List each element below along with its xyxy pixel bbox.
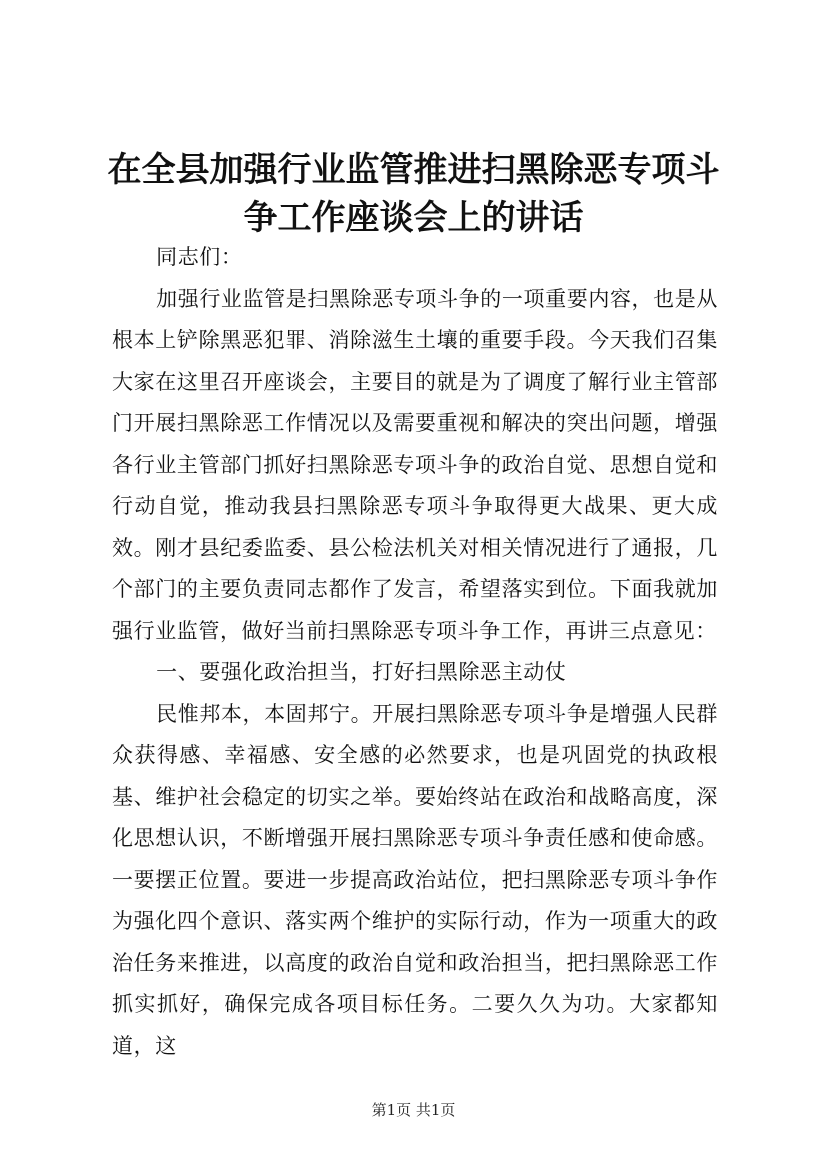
page-footer: 第1页 共1页 xyxy=(371,1101,456,1119)
section-heading: 一、要强化政治担当，打好扫黑除恶主动仗 xyxy=(156,660,567,684)
document-body xyxy=(112,237,718,1067)
paragraph-intro: 加强行业监管是扫黑除恶专项斗争的一项重要内容，也是从根本上铲除黑恶犯罪、消除滋生土壤的重要手段。今天我们召集大家在这里召开座谈会，主要目的就是为了调度了解行业主管部门开展扫黑除恶工作情况以及需要重视和解决的突出问题，增强各行业主管部门抓好扫黑除恶专项斗争的政治自觉、思想自觉和行动自觉，推动我县扫黑除恶专项斗争取得更大战果、更大成效。刚才县纪委监委、县公检法机关对相关情况进行了通报，几个部门的主要负责同志都作了发言，希望落实到位。下面我就加强行业监管，做好当前扫黑除恶专项斗争工作，再讲三点意见： xyxy=(112,286,718,643)
document-title: 在全县加强行业监管推进扫黑除恶专项斗争工作座谈会上的讲话 xyxy=(107,150,720,238)
paragraph-section-one: 民惟邦本，本固邦宁。开展扫黑除恶专项斗争是增强人民群众获得感、幸福感、安全感的必然要求，也是巩固党的执政根基、维护社会稳定的切实之举。要始终站在政治和战略高度，深化思想认识，不断增强开展扫黑除恶专项斗争责任感和使命感。一要摆正位置。要进一步提高政治站位，把扫黑除恶专项斗争作为强化四个意识、落实两个维护的实际行动，作为一项重大的政治任务来推进，以高度的政治自觉和政治担当，把扫黑除恶工作抓实抓好，确保完成各项目标任务。二要久久为功。大家都知道，这 xyxy=(112,701,718,1058)
salutation: 同志们： xyxy=(156,245,243,269)
